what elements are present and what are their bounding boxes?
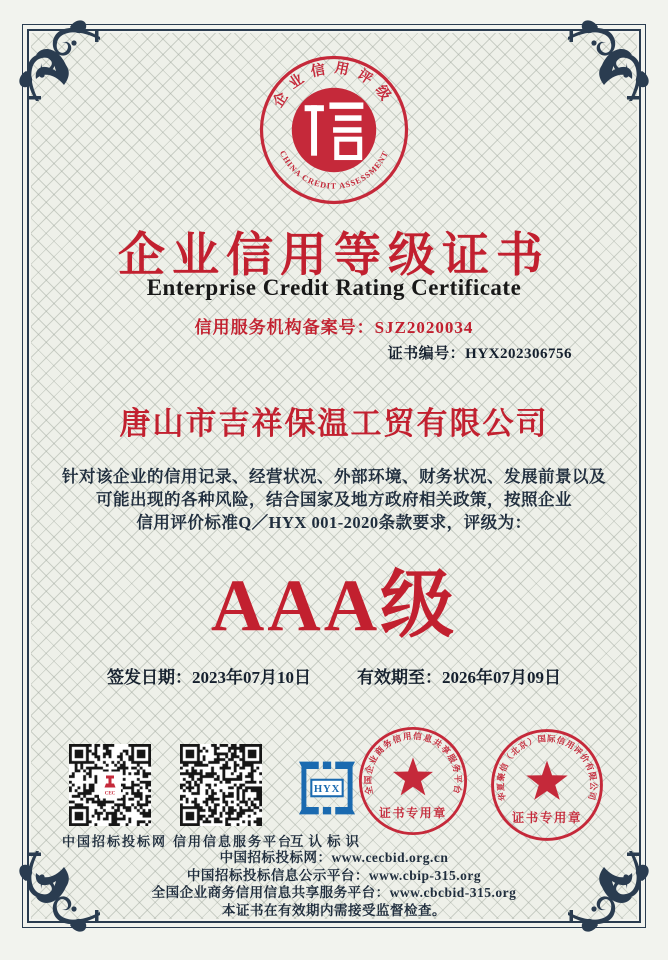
seal-graphic [256, 52, 412, 208]
corner-ornament-top-left [12, 13, 104, 105]
stamp2-star-icon [526, 760, 567, 799]
certificate-title: 企业信用等级证书 [118, 230, 550, 282]
evaluation-paragraph [54, 465, 614, 534]
footer-line-supervision: 本证书在有效期内需接受监督检查。 [222, 902, 446, 918]
seal-bottom-text: CHINA CREDIT ASSESSMENT [277, 149, 391, 191]
rating-grade: AAA级 [210, 565, 458, 647]
company-name: 唐山市吉祥保温工贸有限公司 [119, 406, 549, 441]
date-row [0, 663, 668, 688]
credit-assessment-seal [256, 52, 412, 213]
footer-line-cbip: 中国招标投标信息公示平台：www.cbip-315.org [186, 867, 482, 883]
cec-emblem-icon [99, 772, 121, 799]
stamp-service-platform [356, 724, 470, 843]
hyx-logo-text: HYX [313, 783, 341, 796]
stamp2-arc-text: 华夏聚信（北京）国际信用评价有限公司 [496, 734, 598, 802]
corner-ornament-top-right [564, 13, 656, 105]
qr-code-cecbid [69, 744, 151, 826]
certificate-number: 证书编号：HYX202306756 [387, 346, 572, 362]
valid-until-date: 有效期至：2026年07月09日 [357, 668, 561, 687]
hyx-logo-icon [294, 758, 360, 818]
qr-block-cecbid [62, 744, 168, 850]
evaluation-line-2: 可能出现的各种风险，结合国家及地方政府相关政策，按照企业 [96, 490, 572, 509]
footer-line-cbcbid: 全国企业商务信用信息共享服务平台：www.cbcbid-315.org [151, 885, 517, 901]
stamp1-bottom-text: 证书专用章 [379, 805, 447, 820]
stamp1-arc-text: 全国企业商务信用信息共享服务平台 [362, 730, 464, 796]
agency-record-number: 信用服务机构备案号：SJZ2020034 [194, 318, 474, 337]
certificate-subtitle-en: Enterprise Credit Rating Certificate [146, 275, 522, 300]
issue-date: 签发日期：2023年07月10日 [107, 668, 311, 687]
qr-label-cecbid: 中国招标投标网 [62, 834, 168, 849]
qr-code-credit-info [180, 744, 262, 826]
stamp-rating-company [488, 726, 606, 849]
seal-top-text: 企业信用评级 [270, 60, 398, 111]
stamp1-star-icon [393, 757, 433, 795]
footer-line-cecbid: 中国招标投标网：www.cecbid.org.cn [219, 850, 449, 865]
qr-block-credit-info [173, 744, 294, 850]
stamp2-bottom-text: 证书专用章 [511, 811, 583, 826]
qr-pattern [180, 744, 262, 826]
evaluation-line-3: 信用评价标准Q／HYX 001-2020条款要求，评级为： [136, 513, 532, 532]
footer-links [0, 849, 668, 919]
hyx-mark-label: 互认标识 [290, 834, 364, 849]
qr-label-credit-info: 信用信息服务平台 [173, 834, 294, 849]
svg-text:CEC: CEC [104, 791, 116, 796]
hyx-mark-block [288, 758, 366, 850]
evaluation-line-1: 针对该企业的信用记录、经营状况、外部环境、财务状况、发展前景以及 [62, 467, 606, 486]
